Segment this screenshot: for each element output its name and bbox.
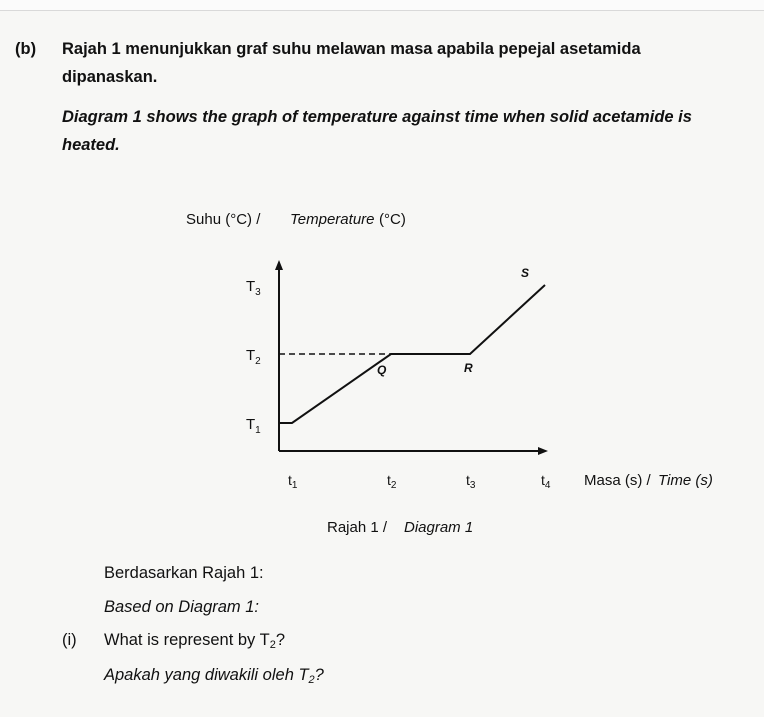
item-number: (i) — [62, 631, 77, 649]
question-text-en-2: heated. — [62, 136, 120, 154]
item-question-ms: Apakah yang diwakili oleh $T_2$? — [104, 666, 324, 686]
x-axis-label-ms: Masa (s) / — [584, 472, 651, 489]
based-on-ms: Berdasarkan Rajah 1: — [104, 564, 264, 582]
point-label-q: Q — [377, 363, 387, 377]
based-on-en: Based on Diagram 1: — [104, 598, 260, 616]
x-axis-arrow — [538, 447, 548, 455]
question-text-en-1: Diagram 1 shows the graph of temperature against time when solid acetamide is — [62, 108, 692, 126]
question-text-ms-2: dipanaskan. — [62, 68, 158, 86]
x-tick-label-t4: $t_4$ — [541, 472, 551, 491]
y-tick-label-t3: $T_3$ — [246, 278, 261, 298]
y-axis-label-unit: (°C) — [379, 211, 406, 228]
temperature-line — [279, 285, 545, 423]
part-label: (b) — [15, 40, 37, 58]
x-tick-label-t1: $t_1$ — [288, 472, 298, 491]
point-label-s: S — [521, 266, 530, 280]
y-tick-label-t2: $T_2$ — [246, 347, 261, 367]
caption-ms: Rajah 1 / — [327, 519, 388, 536]
tick-labels — [246, 278, 551, 491]
y-axis-arrow — [275, 260, 283, 270]
question-text-ms-1: Rajah 1 menunjukkan graf suhu melawan masa apabila pepejal asetamida — [62, 40, 641, 58]
x-tick-label-t2: $t_2$ — [387, 472, 397, 491]
x-tick-label-t3: $t_3$ — [466, 472, 476, 491]
x-axis-label-en: Time (s) — [658, 472, 713, 489]
series-line — [279, 266, 545, 423]
y-axis-label-ms: Suhu (°C) / — [186, 211, 261, 228]
item-question-en: What is represent by $T_2$? — [104, 631, 285, 651]
axes — [275, 260, 548, 455]
point-label-r: R — [464, 361, 473, 375]
y-axis-label-en: Temperature — [290, 211, 375, 228]
caption-en: Diagram 1 — [404, 519, 474, 536]
y-tick-label-t1: $T_1$ — [246, 416, 261, 436]
